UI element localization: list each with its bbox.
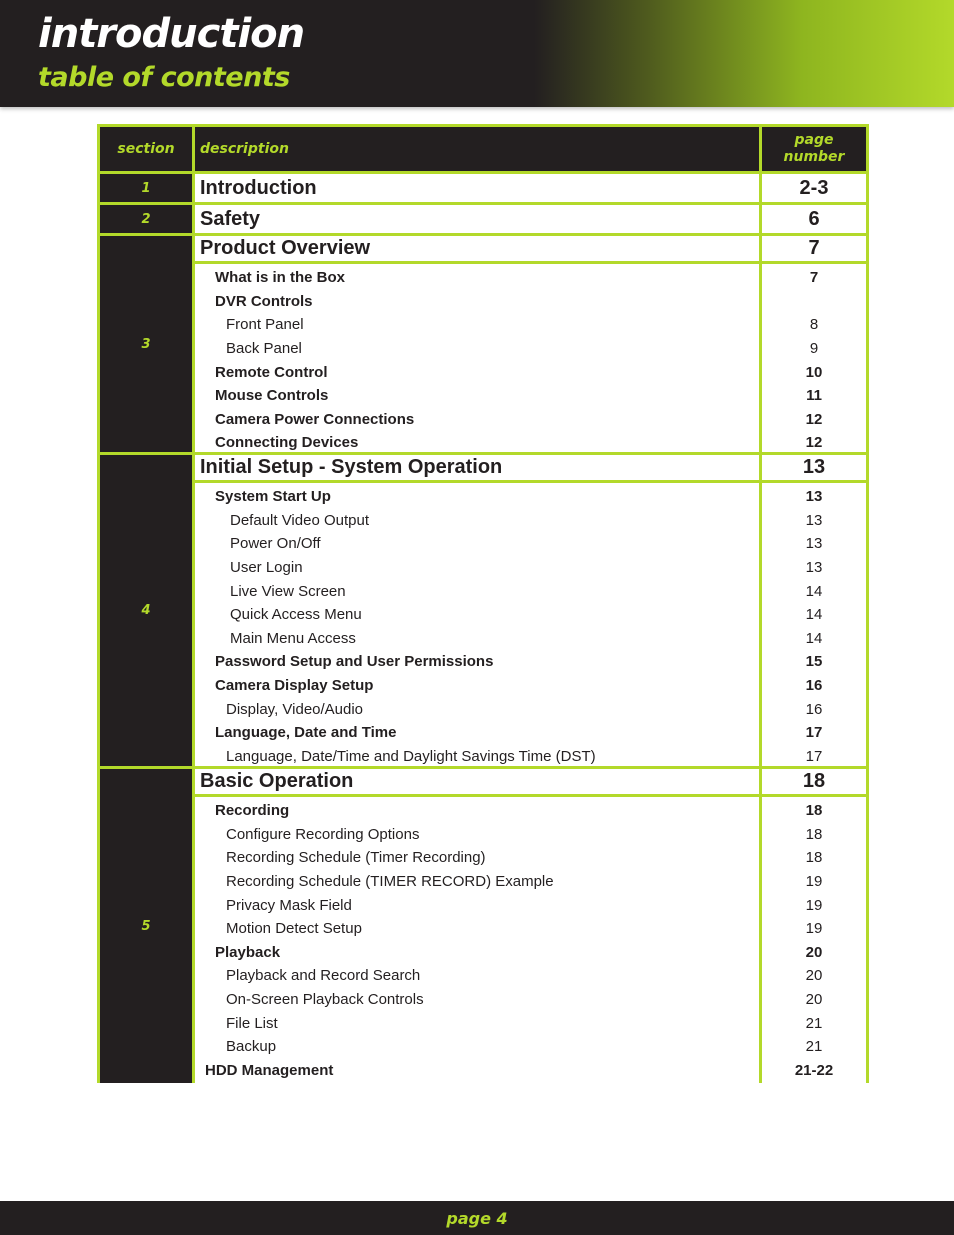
toc-entry[interactable]: Back Panel [226, 340, 302, 358]
toc-entry[interactable]: System Start Up [215, 488, 331, 506]
toc-entry-page: 12 [805, 434, 823, 452]
section-pages [762, 769, 866, 1083]
section-title[interactable]: Initial Setup - System Operation [195, 455, 759, 483]
toc-entry[interactable]: Recording Schedule (TIMER RECORD) Example [226, 873, 554, 891]
toc-entry-page: 21 [805, 1038, 823, 1056]
toc-entry[interactable]: Mouse Controls [215, 387, 329, 405]
toc-entry[interactable]: Connecting Devices [215, 434, 359, 452]
toc-entry-page: 14 [805, 629, 823, 647]
toc-entry[interactable]: Configure Recording Options [226, 825, 420, 843]
entry-page-list [762, 797, 866, 1082]
toc-entry-page [762, 290, 866, 314]
page-number-label: page 4 [446, 1208, 508, 1228]
section-number: 2 [100, 205, 195, 236]
section-title-page: 7 [762, 236, 866, 264]
section-title[interactable]: Product Overview [195, 236, 759, 264]
section-number: 1 [100, 174, 195, 205]
toc-entry[interactable]: User Login [230, 559, 303, 577]
toc-entry[interactable]: On-Screen Playback Controls [226, 991, 424, 1009]
toc-entry[interactable]: Remote Control [215, 363, 328, 381]
toc-entry[interactable]: Language, Date and Time [215, 724, 397, 742]
toc-entry[interactable]: Playback [215, 943, 281, 961]
toc-entry[interactable]: Recording Schedule (Timer Recording) [226, 849, 486, 867]
section-pages [762, 205, 866, 236]
column-header-description: description [195, 127, 762, 174]
section-pages [762, 455, 866, 769]
section-title-page: 13 [762, 455, 866, 483]
toc-entry[interactable]: Language, Date/Time and Daylight Savings Time (DST) [226, 747, 596, 765]
toc-entry-page: 18 [805, 825, 823, 843]
section-title[interactable]: Introduction [200, 176, 317, 199]
page-title: introduction [38, 11, 305, 57]
toc-entry[interactable]: Quick Access Menu [230, 606, 362, 624]
toc-entry-page: 21 [805, 1014, 823, 1032]
toc-entry-page: 8 [809, 316, 819, 334]
page-subtitle: table of contents [38, 62, 290, 93]
section-title[interactable]: Safety [200, 207, 261, 230]
toc-entry-page: 19 [805, 873, 823, 891]
section-description [195, 455, 762, 769]
toc-entry-page: 9 [809, 340, 819, 358]
toc-entry-page: 13 [805, 559, 823, 577]
entry-list [195, 797, 759, 1082]
toc-entry-page: 21-22 [794, 1061, 834, 1079]
section-description [195, 769, 762, 1083]
entry-page-list [762, 483, 866, 768]
page-footer [0, 1201, 954, 1235]
toc-entry[interactable]: Motion Detect Setup [226, 920, 362, 938]
toc-entry[interactable]: Front Panel [226, 316, 304, 334]
toc-entry[interactable]: Privacy Mask Field [226, 896, 352, 914]
toc-entry[interactable]: DVR Controls [215, 292, 313, 310]
toc-entry-page: 14 [805, 582, 823, 600]
toc-entry[interactable]: Password Setup and User Permissions [215, 653, 494, 671]
table-of-contents [97, 124, 869, 1083]
section-number: 5 [100, 769, 195, 1083]
toc-entry[interactable]: Camera Display Setup [215, 677, 374, 695]
toc-entry-page: 16 [805, 700, 823, 718]
toc-entry[interactable]: Display, Video/Audio [226, 700, 364, 718]
page-header [0, 0, 954, 107]
toc-entry-page: 19 [805, 896, 823, 914]
section-title[interactable]: Basic Operation [195, 769, 759, 797]
toc-entry-page: 17 [805, 724, 823, 742]
toc-entry-page: 18 [805, 849, 823, 867]
entry-list [195, 264, 759, 455]
section-description [195, 205, 762, 236]
toc-entry-page: 20 [805, 967, 823, 985]
toc-entry[interactable]: File List [226, 1014, 278, 1032]
toc-entry[interactable]: HDD Management [205, 1061, 334, 1079]
toc-entry-page: 14 [805, 606, 823, 624]
toc-entry[interactable]: What is in the Box [215, 269, 346, 287]
entry-page-list [762, 264, 866, 455]
toc-entry-page: 10 [805, 363, 823, 381]
toc-entry[interactable]: Default Video Output [230, 511, 369, 529]
toc-entry-page: 20 [805, 991, 823, 1009]
toc-entry[interactable]: Main Menu Access [230, 629, 356, 647]
toc-entry-page: 13 [805, 488, 823, 506]
section-description [195, 174, 762, 205]
section-description [195, 236, 762, 455]
toc-entry-page: 20 [805, 943, 823, 961]
toc-entry[interactable]: Power On/Off [230, 535, 321, 553]
toc-entry-page: 15 [805, 653, 823, 671]
toc-entry-page: 12 [805, 410, 823, 428]
toc-entry[interactable]: Camera Power Connections [215, 410, 415, 428]
section-number: 3 [100, 236, 195, 455]
toc-entry[interactable]: Playback and Record Search [226, 967, 421, 985]
toc-entry-page: 18 [805, 802, 823, 820]
toc-entry-page: 17 [805, 747, 823, 765]
toc-entry-page: 19 [805, 920, 823, 938]
toc-entry-page: 16 [805, 677, 823, 695]
toc-entry[interactable]: Live View Screen [230, 582, 346, 600]
toc-entry-page: 13 [805, 511, 823, 529]
section-pages [762, 236, 866, 455]
toc-entry-page: 11 [806, 387, 822, 405]
toc-entry-page: 7 [809, 269, 819, 287]
section-pages [762, 174, 866, 205]
column-header-page-number: page number [762, 127, 866, 174]
toc-entry[interactable]: Recording [215, 802, 290, 820]
toc-entry-page: 13 [805, 535, 823, 553]
entry-list [195, 483, 759, 768]
toc-entry[interactable]: Backup [226, 1038, 277, 1056]
section-number: 4 [100, 455, 195, 769]
column-header-section: section [100, 127, 195, 174]
section-title-page: 2-3 [799, 176, 829, 199]
section-title-page: 18 [762, 769, 866, 797]
section-title-page: 6 [808, 207, 820, 230]
